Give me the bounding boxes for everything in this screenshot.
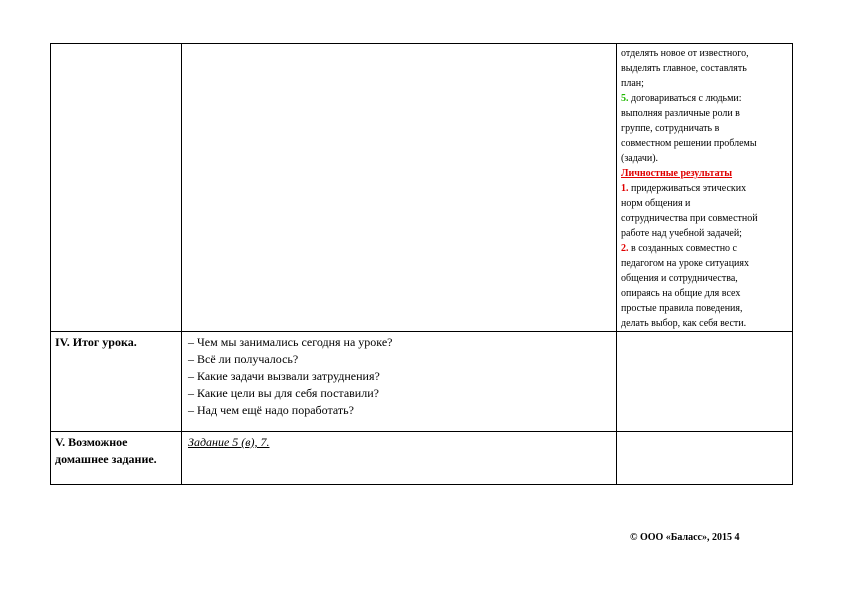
results-cell <box>617 332 793 432</box>
stage-title-line: домашнее задание. <box>55 452 157 466</box>
question-list <box>182 332 616 419</box>
homework-link[interactable]: Задание 5 (в), 7. <box>188 435 270 449</box>
item-text: договариваться с людьми: <box>631 93 742 104</box>
content-cell <box>182 44 617 332</box>
content-cell <box>182 432 617 485</box>
lesson-plan-table <box>50 43 793 485</box>
results-line: педагогом на уроке ситуациях <box>621 258 750 269</box>
table-row <box>51 44 793 332</box>
results-line: норм общения и <box>621 198 691 209</box>
stage-title <box>51 432 181 468</box>
question-item: – Над чем ещё надо поработать? <box>188 403 354 417</box>
results-line: общения и сотрудничества, <box>621 273 738 284</box>
item-5 <box>621 91 789 106</box>
results-line: выполняя различные роли в <box>621 108 740 119</box>
results-line: (задачи). <box>621 153 659 164</box>
results-line: опираясь на общие для всех <box>621 288 741 299</box>
results-line: сотрудничества при совместной <box>621 213 758 224</box>
stage-title-line: V. Возможное <box>55 435 128 449</box>
results-line: делать выбор, как себя вести. <box>621 318 747 329</box>
results-line: план; <box>621 78 644 89</box>
item-text: в созданных совместно с <box>631 243 737 254</box>
question-item: – Какие цели вы для себя поставили? <box>188 386 379 400</box>
personal-item-2 <box>621 241 789 256</box>
results-line: группе, сотрудничать в <box>621 123 720 134</box>
results-line: выделять главное, составлять <box>621 63 747 74</box>
results-line: отделять новое от известного, <box>621 48 749 59</box>
item-number: 2. <box>621 243 629 254</box>
question-item: – Чем мы занимались сегодня на уроке? <box>188 335 393 349</box>
item-text: придерживаться этических <box>631 183 747 194</box>
results-cell <box>617 44 793 332</box>
question-item: – Какие задачи вызвали затруднения? <box>188 369 380 383</box>
content-cell <box>182 332 617 432</box>
stage-cell <box>51 44 182 332</box>
item-number: 1. <box>621 183 629 194</box>
personal-results-heading: Личностные результаты <box>621 168 733 179</box>
results-line: простые правила поведения, <box>621 303 743 314</box>
stage-cell <box>51 432 182 485</box>
table-row <box>51 432 793 485</box>
results-line: работе над учебной задачей; <box>621 228 742 239</box>
copyright-footer: © ООО «Баласс», 2015 4 <box>630 532 740 543</box>
table-row <box>51 332 793 432</box>
question-item: – Всё ли получалось? <box>188 352 299 366</box>
stage-title: IV. Итог урока. <box>55 335 137 349</box>
results-line: совместном решении проблемы <box>621 138 757 149</box>
personal-item-1 <box>621 181 789 196</box>
item-number: 5. <box>621 93 629 104</box>
results-cell <box>617 432 793 485</box>
stage-cell <box>51 332 182 432</box>
